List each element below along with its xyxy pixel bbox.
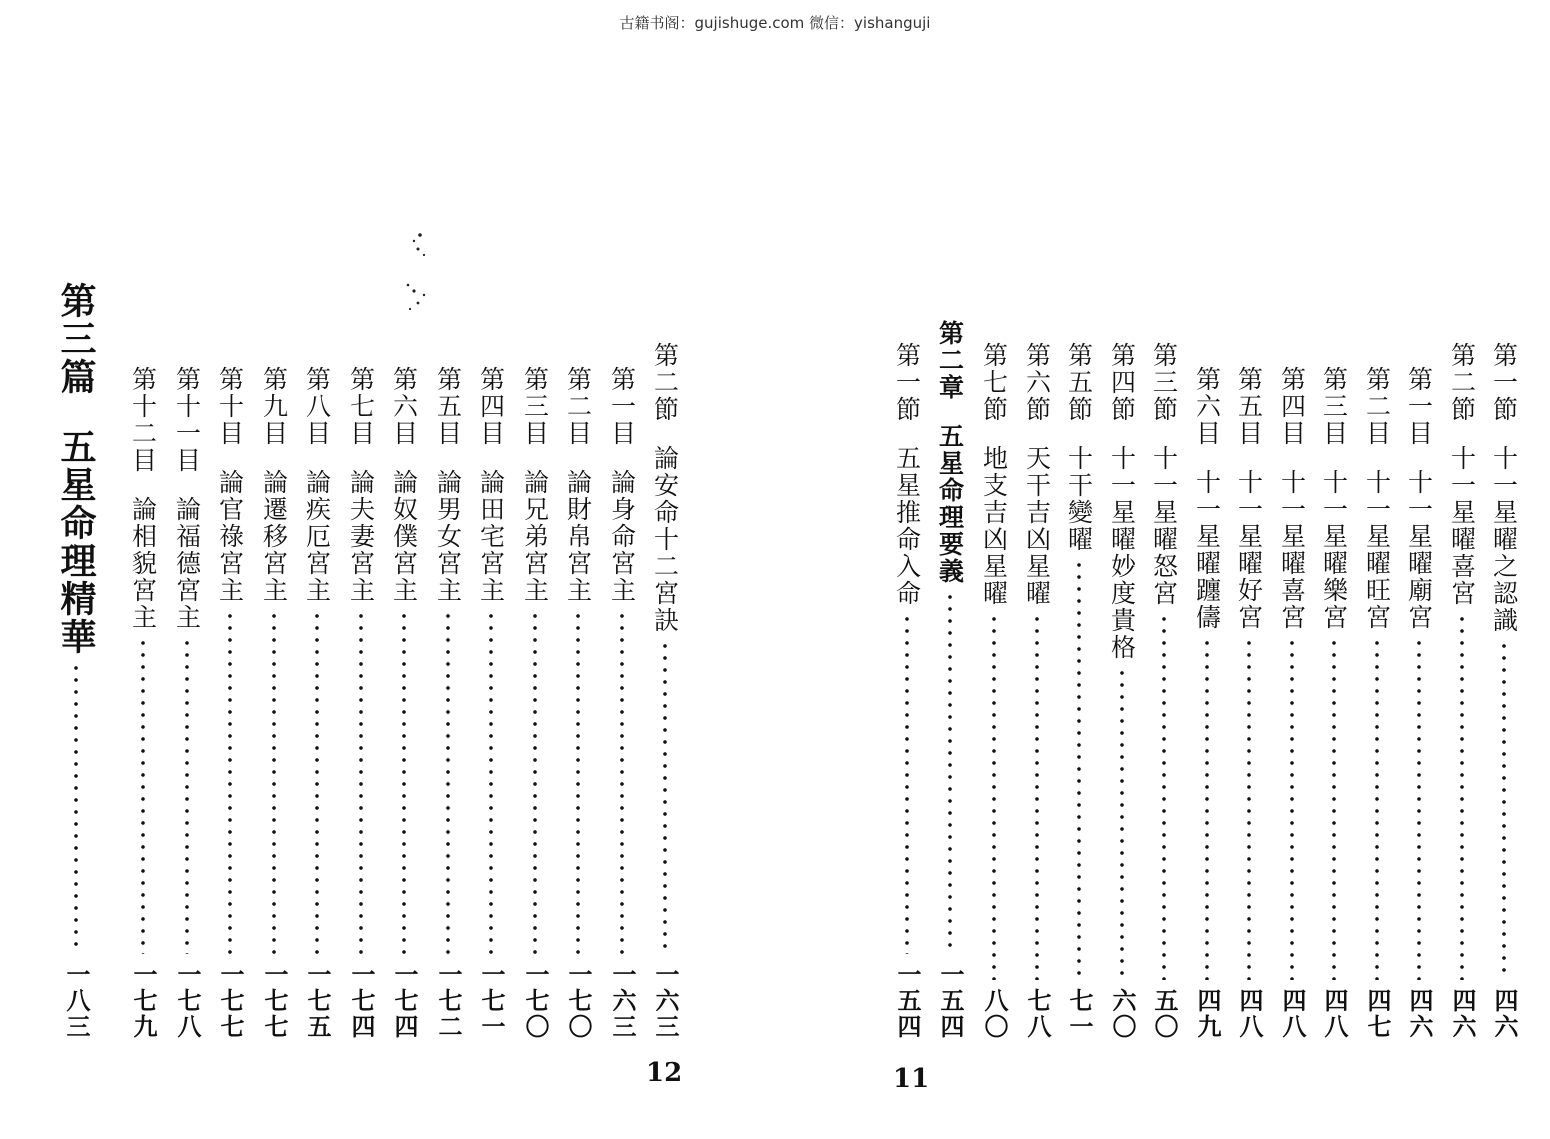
entry-label: 第四節	[1107, 342, 1137, 423]
dot-leader	[1120, 667, 1124, 980]
entry-page: 四九	[1193, 988, 1222, 1040]
part-page: 一八三	[62, 962, 91, 1040]
right-page	[775, 0, 1550, 1139]
toc-entry	[427, 366, 469, 1040]
toc-entry	[1271, 366, 1313, 1040]
entry-title: 論夫妻宮主	[346, 469, 376, 604]
dot-leader	[1460, 613, 1464, 980]
entry-label: 第一節	[892, 342, 922, 423]
toc-entry	[557, 366, 599, 1040]
entry-label: 第三目	[1319, 366, 1349, 447]
entry-label: 第十目	[215, 366, 245, 447]
entry-page: 一六三	[608, 962, 637, 1040]
dot-leader	[1077, 559, 1081, 980]
entry-label: 第六目	[389, 366, 419, 447]
entry-label: 第二節	[650, 342, 680, 423]
entry-title: 十一星曜廟宮	[1404, 469, 1434, 631]
entry-label: 第七目	[346, 366, 376, 447]
toc-entry	[1186, 366, 1228, 1040]
toc-entry	[886, 342, 928, 1040]
entry-page: 七一	[1065, 988, 1094, 1040]
entry-page: 一七七	[216, 962, 245, 1040]
scan-specks	[400, 225, 440, 315]
entry-page: 四七	[1363, 988, 1392, 1040]
entry-page: 一七四	[347, 962, 376, 1040]
dot-leader	[1375, 637, 1379, 980]
entry-page: 一六三	[651, 962, 680, 1040]
toc-entry	[1313, 366, 1355, 1040]
entry-page: 四六	[1448, 988, 1477, 1040]
entry-label: 第五目	[1234, 366, 1264, 447]
entry-label: 第二目	[1362, 366, 1392, 447]
toc-entry	[601, 366, 643, 1040]
entry-title: 論男女宮主	[433, 469, 463, 604]
toc-entry	[1058, 342, 1100, 1040]
dot-leader	[141, 637, 145, 954]
entry-page: 一七九	[129, 962, 158, 1040]
entry-label: 第五節	[1064, 342, 1094, 423]
entry-page: 一七四	[390, 962, 419, 1040]
entry-title: 十一星曜之認識	[1489, 445, 1519, 634]
dot-leader	[905, 613, 909, 954]
part-label: 第三篇	[55, 282, 97, 396]
entry-label: 第十一目	[172, 366, 202, 474]
entry-title: 五星推命入命	[892, 445, 922, 607]
entry-label: 第八目	[302, 366, 332, 447]
dot-leader	[576, 610, 580, 954]
toc-entry	[209, 366, 251, 1040]
dot-leader	[663, 640, 667, 954]
dot-leader	[1205, 637, 1209, 980]
entry-title: 十一星曜怒宮	[1149, 445, 1179, 607]
entry-page: 四八	[1235, 988, 1264, 1040]
entry-title: 十一星曜好宮	[1234, 469, 1264, 631]
entry-label: 第五目	[433, 366, 463, 447]
entry-title: 論奴僕宮主	[389, 469, 419, 604]
entry-page: 七八	[1023, 988, 1052, 1040]
entry-title: 十一星曜旺宮	[1362, 469, 1392, 631]
entry-label: 第四目	[1277, 366, 1307, 447]
part-title: 五星命理精華	[55, 428, 97, 656]
toc-entry	[383, 366, 425, 1040]
toc-part-heading	[50, 282, 102, 1040]
entry-title: 十干變曜	[1064, 445, 1094, 553]
entry-title: 論遷移宮主	[259, 469, 289, 604]
entry-label: 第七節	[979, 342, 1009, 423]
entry-label: 第六節	[1022, 342, 1052, 423]
entry-label: 第二節	[1447, 342, 1477, 423]
entry-title: 論田宅宮主	[476, 469, 506, 604]
entry-page: 一七七	[260, 962, 289, 1040]
dot-leader	[948, 591, 952, 954]
entry-title: 論相貌宮主	[128, 496, 158, 631]
dot-leader	[1290, 637, 1294, 980]
dot-leader	[74, 662, 78, 954]
dot-leader	[1035, 613, 1039, 980]
dot-leader	[489, 610, 493, 954]
toc-entry	[1398, 366, 1440, 1040]
toc-entry	[1016, 342, 1058, 1040]
entry-page: 一七二	[434, 962, 463, 1040]
dot-leader	[185, 637, 189, 954]
toc-entry	[1228, 366, 1270, 1040]
dot-leader	[992, 613, 996, 980]
entry-page: 六〇	[1108, 988, 1137, 1040]
entry-label: 第四目	[476, 366, 506, 447]
entry-title: 十一星曜躔儔	[1192, 469, 1222, 631]
toc-entry	[340, 366, 382, 1040]
dot-leader	[315, 610, 319, 954]
entry-page: 八〇	[980, 988, 1009, 1040]
dot-leader	[402, 610, 406, 954]
entry-title: 十一星曜妙度貴格	[1107, 445, 1137, 661]
entry-title: 論兄弟宮主	[520, 469, 550, 604]
entry-title: 十一星曜喜宮	[1277, 469, 1307, 631]
watermark-text: 古籍书阁：gujishuge.com 微信：yishanguji	[619, 14, 931, 32]
chapter-page: 一五四	[936, 962, 965, 1040]
entry-label: 第九目	[259, 366, 289, 447]
toc-entry	[973, 342, 1015, 1040]
page-number: 12	[646, 1058, 683, 1088]
entry-page: 四六	[1490, 988, 1519, 1040]
chapter-label: 第二章	[935, 320, 965, 401]
entry-page: 四八	[1320, 988, 1349, 1040]
entry-label: 第三節	[1149, 342, 1179, 423]
page-number: 11	[893, 1064, 930, 1094]
dot-leader	[1162, 613, 1166, 980]
chapter-title: 五星命理要義	[935, 423, 965, 585]
dot-leader	[359, 610, 363, 954]
toc-entry	[1483, 342, 1525, 1040]
dot-leader	[446, 610, 450, 954]
entry-label: 第十二目	[128, 366, 158, 474]
entry-page: 四八	[1278, 988, 1307, 1040]
entry-page: 一七一	[477, 962, 506, 1040]
entry-title: 論財帛宮主	[563, 469, 593, 604]
entry-title: 論疾厄宮主	[302, 469, 332, 604]
entry-page: 一七〇	[521, 962, 550, 1040]
toc-entry	[1101, 342, 1143, 1040]
dot-leader	[533, 610, 537, 954]
entry-page: 一七五	[303, 962, 332, 1040]
entry-title: 天干吉凶星曜	[1022, 445, 1052, 607]
toc-entry	[1356, 366, 1398, 1040]
dot-leader	[620, 610, 624, 954]
entry-title: 論福德宮主	[172, 496, 202, 631]
entry-title: 論官祿宮主	[215, 469, 245, 604]
toc-entry	[253, 366, 295, 1040]
toc-entry	[644, 342, 686, 1040]
entry-label: 第三目	[520, 366, 550, 447]
entry-title: 論身命宮主	[607, 469, 637, 604]
dot-leader	[1417, 637, 1421, 980]
toc-entry	[514, 366, 556, 1040]
entry-title: 十一星曜喜宮	[1447, 445, 1477, 607]
dot-leader	[1247, 637, 1251, 980]
entry-label: 第六目	[1192, 366, 1222, 447]
entry-page: 一七八	[173, 962, 202, 1040]
entry-title: 論安命十二宮訣	[650, 445, 680, 634]
entry-label: 第二目	[563, 366, 593, 447]
toc-entry	[1143, 342, 1185, 1040]
entry-label: 第一節	[1489, 342, 1519, 423]
entry-page: 四六	[1405, 988, 1434, 1040]
entry-title: 十一星曜樂宮	[1319, 469, 1349, 631]
toc-entry	[296, 366, 338, 1040]
entry-page: 一五四	[893, 962, 922, 1040]
dot-leader	[1502, 640, 1506, 980]
entry-label: 第一目	[607, 366, 637, 447]
dot-leader	[1332, 637, 1336, 980]
dot-leader	[272, 610, 276, 954]
toc-entry	[166, 366, 208, 1040]
toc-entry	[1441, 342, 1483, 1040]
entry-page: 五〇	[1150, 988, 1179, 1040]
entry-label: 第一目	[1404, 366, 1434, 447]
entry-page: 一七〇	[564, 962, 593, 1040]
dot-leader	[228, 610, 232, 954]
toc-chapter-heading	[929, 320, 971, 1040]
toc-entry	[122, 366, 164, 1040]
toc-entry	[470, 366, 512, 1040]
entry-title: 地支吉凶星曜	[979, 445, 1009, 607]
